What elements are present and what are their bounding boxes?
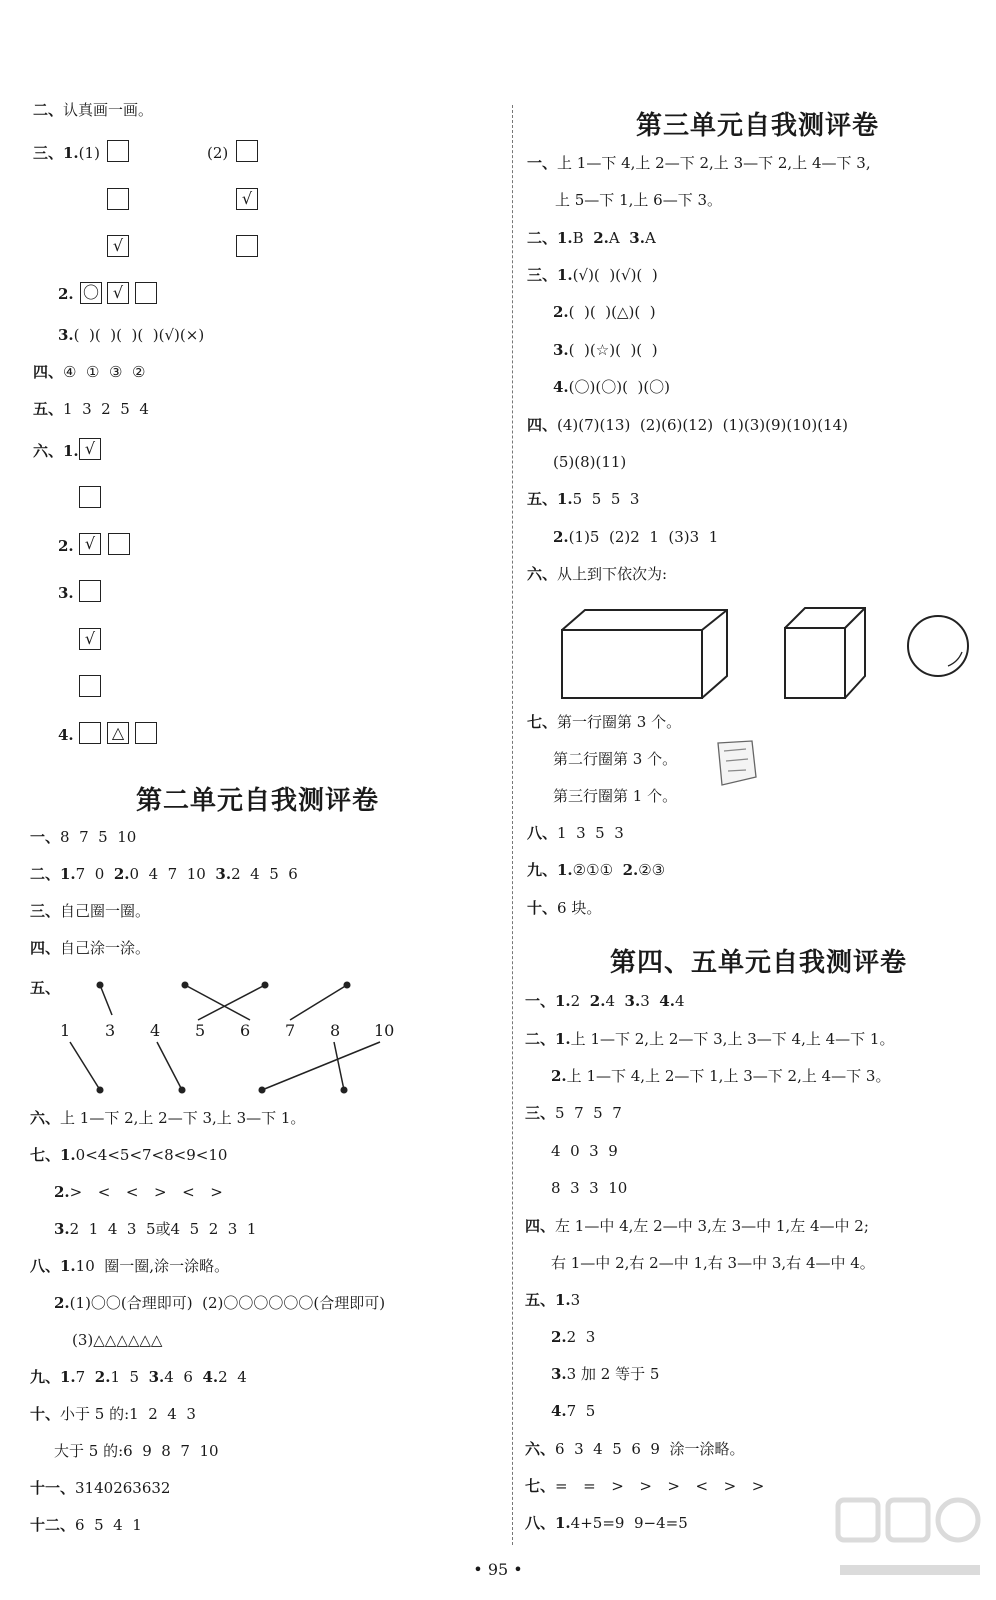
label: 4. <box>551 1402 567 1420</box>
answer-text: 自己涂一涂。 <box>60 939 151 957</box>
label: 五、 <box>30 979 61 997</box>
answer-box <box>135 722 157 744</box>
label: 六、1. <box>33 442 79 460</box>
page-number: • 95 • <box>473 1560 523 1579</box>
answer-line <box>33 362 145 382</box>
answer-line <box>527 265 658 285</box>
answer-text: 第一行圈第 3 个。 <box>557 713 682 731</box>
answer-line <box>58 284 74 304</box>
answer-text: ④ ① ③ ② <box>63 363 146 381</box>
answer-text: (5)(8)(11) <box>553 453 627 471</box>
answer-text: 3140263632 <box>75 1479 171 1497</box>
answer-text: 0<4<5<7<8<9<10 <box>75 1146 228 1164</box>
answer-text: 自己圈一圈。 <box>60 902 151 920</box>
label: 2. <box>553 528 569 546</box>
answer-line <box>553 786 677 806</box>
dot <box>341 1087 347 1093</box>
answer-line <box>527 153 871 173</box>
answer-line <box>553 377 670 397</box>
answer-text: 2 4 5 6 <box>231 865 298 883</box>
label: 五、1. <box>525 1291 571 1309</box>
answer-line <box>30 938 150 958</box>
answer-line <box>30 1478 170 1498</box>
answer-text: 上 1—下 4,上 2—下 2,上 3—下 2,上 4—下 3, <box>557 154 871 172</box>
answer-line <box>30 901 150 921</box>
answer-box <box>236 140 258 162</box>
answer-text: 2 4 <box>218 1368 247 1386</box>
answer-line <box>54 1441 219 1461</box>
answer-text: 8 7 5 10 <box>60 828 137 846</box>
answer-text: ( )(☆)( )( ) <box>568 341 658 359</box>
label: 十、 <box>527 899 558 917</box>
answer-box <box>135 282 157 304</box>
label: 十二、 <box>30 1516 76 1534</box>
label: 一、1. <box>525 992 571 1010</box>
answer-text: 1 3 2 5 4 <box>63 400 149 418</box>
answer-text: > < < > < > <box>69 1183 225 1201</box>
answer-text: (1)〇〇(合理即可) (2)〇〇〇〇〇〇(合理即可) <box>69 1294 386 1312</box>
answer-line <box>72 1330 162 1350</box>
answer-text: A <box>608 229 630 247</box>
label: 七、 <box>527 713 558 731</box>
answer-text: 7 0 <box>75 865 114 883</box>
answer-line <box>553 302 656 322</box>
label: 2. <box>593 229 609 247</box>
answer-text: 4+5=9 9−4=5 <box>570 1514 688 1532</box>
answer-text: 4 <box>674 992 685 1010</box>
label: 四、 <box>30 939 61 957</box>
answer-line <box>553 452 626 472</box>
cuboid-shape <box>562 610 727 698</box>
cube-shape <box>785 608 865 698</box>
match-line <box>185 985 250 1020</box>
answer-text: 3 <box>640 992 660 1010</box>
match-line <box>290 985 347 1020</box>
answer-line <box>54 1182 225 1202</box>
answer-text: 第二行圈第 3 个。 <box>553 750 678 768</box>
label: 五、1. <box>527 490 573 508</box>
label: 2. <box>551 1328 567 1346</box>
answer-line <box>33 399 149 419</box>
answer-text: 1 3 5 3 <box>557 824 624 842</box>
answer-line <box>525 1216 869 1236</box>
label: 4. <box>58 726 74 744</box>
match-number: 6 <box>240 1021 251 1040</box>
dot <box>344 982 350 988</box>
answer-text: 8 3 3 10 <box>551 1179 628 1197</box>
answer-text: 上 1—下 2,上 2—下 3,上 3—下 1。 <box>60 1109 306 1127</box>
answer-line <box>555 190 722 210</box>
answer-box <box>79 580 101 602</box>
answer-text: 认真画一画。 <box>63 101 154 119</box>
answer-text: 右 1—中 2,右 2—中 1,右 3—中 3,右 4—中 4。 <box>551 1254 875 1272</box>
answer-line <box>58 583 74 603</box>
label: 十一、 <box>30 1479 76 1497</box>
answer-line <box>551 1066 890 1086</box>
label: 2. <box>58 537 74 555</box>
answer-text: 3 加 2 等于 5 <box>566 1365 660 1383</box>
label: 二、 <box>33 101 64 119</box>
answer-box-checked: √ <box>107 282 129 304</box>
label: 九、1. <box>527 861 573 879</box>
answer-line <box>553 527 718 547</box>
dot <box>182 982 188 988</box>
answer-box <box>79 675 101 697</box>
sphere-shape <box>908 616 968 676</box>
answer-text: 4 6 <box>164 1368 203 1386</box>
answer-line <box>525 1290 580 1310</box>
section-title: 第三单元自我测评卷 <box>636 111 880 141</box>
label: 四、 <box>527 416 558 434</box>
answer-line <box>551 1364 659 1384</box>
answer-box-checked: √ <box>236 188 258 210</box>
answer-text: 3 <box>570 1291 581 1309</box>
answer-box <box>236 235 258 257</box>
label: 3. <box>629 229 645 247</box>
answer-line <box>551 1401 595 1421</box>
answer-text: (3)△△△△△△ <box>72 1331 163 1349</box>
answer-line <box>527 860 665 880</box>
answer-box <box>79 722 101 744</box>
label: 二、1. <box>525 1030 571 1048</box>
dot <box>259 1087 265 1093</box>
answer-line <box>527 489 639 509</box>
label: 六、 <box>525 1440 556 1458</box>
answer-text: 上 5—下 1,上 6—下 3。 <box>555 191 723 209</box>
answer-box <box>79 486 101 508</box>
answer-text: 7 <box>75 1368 95 1386</box>
label: 四、 <box>33 363 64 381</box>
answer-text: A <box>644 229 656 247</box>
answer-text: 4 <box>605 992 625 1010</box>
label: 四、 <box>525 1217 556 1235</box>
dot <box>97 982 103 988</box>
label: 4. <box>553 378 569 396</box>
label: 2. <box>58 285 74 303</box>
label: 二、1. <box>527 229 573 247</box>
label: 4. <box>659 992 675 1010</box>
match-number: 5 <box>195 1021 206 1040</box>
answer-line <box>551 1327 595 1347</box>
label: 3. <box>553 341 569 359</box>
label: 3. <box>215 865 232 883</box>
answer-line <box>525 1029 894 1049</box>
section-title: 第四、五单元自我测评卷 <box>610 948 908 978</box>
label: 七、1. <box>30 1146 76 1164</box>
answer-text: 2 1 4 3 5或4 5 2 3 1 <box>69 1220 257 1238</box>
match-line <box>262 1042 380 1090</box>
answer-box <box>107 188 129 210</box>
stamp <box>712 737 758 789</box>
answer-line <box>30 1108 305 1128</box>
answer-text: 6 3 4 5 6 9 涂一涂略。 <box>555 1440 745 1458</box>
answer-line <box>525 1513 688 1533</box>
answer-line <box>30 1256 229 1276</box>
answer-box-circle: 〇 <box>80 282 102 304</box>
answer-text: 6 块。 <box>557 899 602 917</box>
answer-line <box>527 564 667 584</box>
match-line <box>198 985 265 1020</box>
label: 三、 <box>30 902 61 920</box>
answer-text: ( )( )(△)( ) <box>568 303 656 321</box>
label: 2. <box>551 1067 567 1085</box>
answer-text: (1) <box>78 144 100 162</box>
label: 2. <box>113 865 130 883</box>
dot <box>97 1087 103 1093</box>
answer-text: = = > > > < > > <box>555 1477 767 1495</box>
answer-line <box>58 325 204 345</box>
answer-text: 10 圈一圈,涂一涂略。 <box>75 1257 230 1275</box>
answer-line <box>30 1404 196 1424</box>
label: 六、 <box>527 565 558 583</box>
answer-line <box>525 1476 766 1496</box>
answer-line <box>30 1367 247 1387</box>
answer-text: (〇)(〇)( )(〇) <box>568 378 671 396</box>
label: 3. <box>54 1220 70 1238</box>
answer-text: 7 5 <box>566 1402 596 1420</box>
answer-text: ②③ <box>638 861 666 879</box>
answer-text: 2 3 <box>566 1328 596 1346</box>
answer-text: 上 1—下 4,上 2—下 1,上 3—下 2,上 4—下 3。 <box>566 1067 891 1085</box>
answer-text: 上 1—下 2,上 2—下 3,上 3—下 4,上 4—下 1。 <box>570 1030 895 1048</box>
dot <box>262 982 268 988</box>
label: 七、 <box>525 1477 556 1495</box>
answer-text: 1 5 <box>110 1368 149 1386</box>
match-number: 8 <box>330 1021 341 1040</box>
answer-line <box>525 1103 622 1123</box>
label: 3. <box>551 1365 567 1383</box>
answer-line <box>551 1253 875 1273</box>
label: 3. <box>58 584 74 602</box>
label: 二、1. <box>30 865 76 883</box>
answer-line <box>30 1515 142 1535</box>
answer-text: 从上到下依次为: <box>557 565 668 583</box>
match-number: 10 <box>374 1021 395 1040</box>
answer-line <box>525 1439 745 1459</box>
answer-line <box>525 991 685 1011</box>
answer-line <box>527 415 848 435</box>
label: 三、1. <box>527 266 573 284</box>
answer-text: 5 5 5 3 <box>572 490 640 508</box>
label: 十、 <box>30 1405 61 1423</box>
answer-text: 2 <box>570 992 590 1010</box>
answer-line <box>58 725 74 745</box>
answer-text: (2) <box>207 144 229 162</box>
label: 一、 <box>527 154 558 172</box>
match-line <box>334 1042 344 1090</box>
answer-text: ( )( )( )( )(√)(×) <box>73 326 205 344</box>
label: 3. <box>624 992 641 1010</box>
label: 六、 <box>30 1109 61 1127</box>
answer-box-checked: √ <box>79 533 101 555</box>
label: 一、 <box>30 828 61 846</box>
answer-text: (4)(7)(13) (2)(6)(12) (1)(3)(9)(10)(14) <box>557 416 848 434</box>
answer-box <box>108 533 130 555</box>
matching-diagram <box>0 960 440 1110</box>
answer-box-checked: √ <box>79 628 101 650</box>
match-number: 7 <box>285 1021 296 1040</box>
answer-text: ②①① <box>572 861 623 879</box>
label: 2. <box>94 1368 111 1386</box>
answer-line <box>33 441 79 461</box>
answer-box-triangle: △ <box>107 722 129 744</box>
answer-text: 6 5 4 1 <box>75 1516 142 1534</box>
dot <box>179 1087 185 1093</box>
answer-box-checked: √ <box>107 235 129 257</box>
answer-line <box>551 1141 618 1161</box>
answer-text: 4 0 3 9 <box>551 1142 618 1160</box>
answer-text: 小于 5 的:1 2 4 3 <box>60 1405 196 1423</box>
label: 2. <box>54 1183 70 1201</box>
match-number: 4 <box>150 1021 161 1040</box>
answer-text: (√)( )(√)( ) <box>572 266 658 284</box>
answer-line <box>54 1293 385 1313</box>
solid-shapes <box>540 600 990 710</box>
label: 2. <box>622 861 639 879</box>
label: 3. <box>58 326 74 344</box>
label: 3. <box>148 1368 165 1386</box>
answer-line <box>551 1178 627 1198</box>
answer-line <box>58 536 74 556</box>
answer-text: 5 7 5 7 <box>555 1104 622 1122</box>
label: 三、 <box>525 1104 556 1122</box>
answer-box <box>107 140 129 162</box>
label: 五、 <box>33 400 64 418</box>
column-divider <box>512 105 513 1545</box>
answer-line <box>33 100 153 120</box>
answer-line <box>527 823 624 843</box>
answer-text: 第三行圈第 1 个。 <box>553 787 678 805</box>
answer-line <box>30 1145 227 1165</box>
answer-text: B <box>572 229 594 247</box>
section-title: 第二单元自我测评卷 <box>136 786 380 816</box>
answer-line <box>33 143 100 163</box>
answer-line <box>30 864 298 884</box>
answer-line <box>553 340 658 360</box>
match-number: 3 <box>105 1021 116 1040</box>
match-number: 1 <box>60 1021 71 1040</box>
label: 八、1. <box>525 1514 571 1532</box>
label: 2. <box>54 1294 70 1312</box>
answer-text: 大于 5 的:6 9 8 7 10 <box>54 1442 219 1460</box>
answer-line <box>54 1219 256 1239</box>
label: 4. <box>202 1368 219 1386</box>
answer-line <box>553 749 677 769</box>
answer-line <box>527 228 656 248</box>
answer-line <box>30 827 136 847</box>
match-line <box>100 985 112 1015</box>
match-line <box>70 1042 100 1090</box>
label: 八、 <box>527 824 558 842</box>
label: 2. <box>553 303 569 321</box>
label: 2. <box>589 992 606 1010</box>
answer-line <box>527 712 681 732</box>
answer-box-checked: √ <box>79 438 101 460</box>
answer-text: (1)5 (2)2 1 (3)3 1 <box>568 528 719 546</box>
match-line <box>157 1042 182 1090</box>
answer-text: 0 4 7 10 <box>129 865 216 883</box>
label: 三、1. <box>33 144 79 162</box>
label: 八、1. <box>30 1257 76 1275</box>
answer-line <box>527 898 601 918</box>
label: 九、1. <box>30 1368 76 1386</box>
answer-text: 左 1—中 4,左 2—中 3,左 3—中 1,左 4—中 2; <box>555 1217 869 1235</box>
